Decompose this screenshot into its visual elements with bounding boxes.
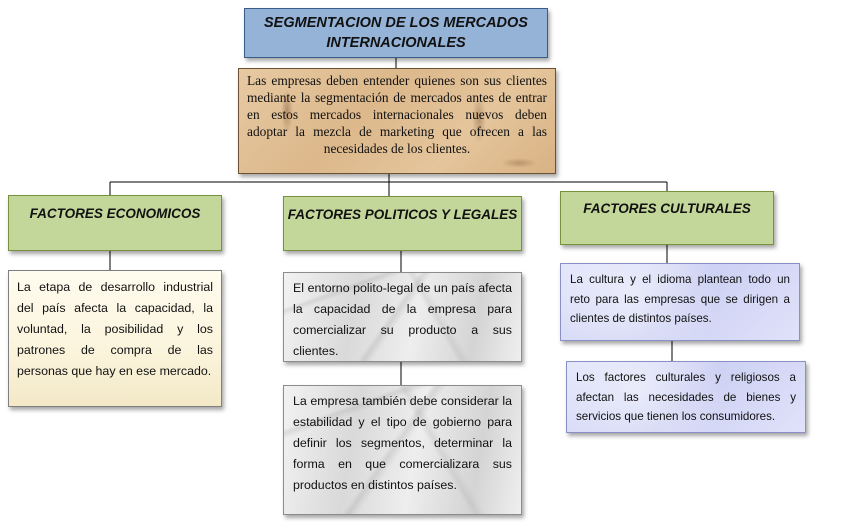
politicos-text-2: La empresa también debe considerar la estabilidad y el tipo de gobierno para definir los segmentos, determinar la forma en que comercializara sus productos en distintos países. <box>293 394 512 492</box>
culturales-text-2: Los factores culturales y religiosos a afectan las necesidades de bienes y servicios que tienen los consumidores. <box>576 371 796 423</box>
heading-factores-economicos: FACTORES ECONOMICOS <box>8 195 222 251</box>
economicos-text: La etapa de desarrollo industrial del país afecta la capacidad, la voluntad, la posibilidad y los patrones de compra de las personas que hay en ese mercado. <box>17 280 213 378</box>
economicos-content-box <box>8 270 222 407</box>
culturales-content-box-1 <box>560 263 800 341</box>
culturales-content-box-2 <box>566 361 806 433</box>
title-box <box>244 8 548 58</box>
politicos-content-box-1 <box>283 272 522 362</box>
intro-text: Las empresas deben entender quienes son sus clientes mediante la segmentación de mercados antes de entrar en estos mercados internacionales nuevos deben adoptar la mezcla de marketing que ofrecen a las necesidades de los clientes. <box>247 73 547 156</box>
heading-factores-politicos: FACTORES POLITICOS Y LEGALES <box>283 196 522 251</box>
diagram-title: SEGMENTACION DE LOS MERCADOS INTERNACIONALES <box>264 15 528 51</box>
culturales-text-1: La cultura y el idioma plantean todo un reto para las empresas que se dirigen a clientes de distintos países. <box>570 273 790 325</box>
heading-factores-culturales: FACTORES CULTURALES <box>560 191 774 245</box>
politicos-text-1: El entorno polito-legal de un país afecta la capacidad de la empresa para comercializar su producto a sus clientes. <box>293 281 512 358</box>
intro-box <box>238 68 556 174</box>
politicos-content-box-2 <box>283 385 522 515</box>
